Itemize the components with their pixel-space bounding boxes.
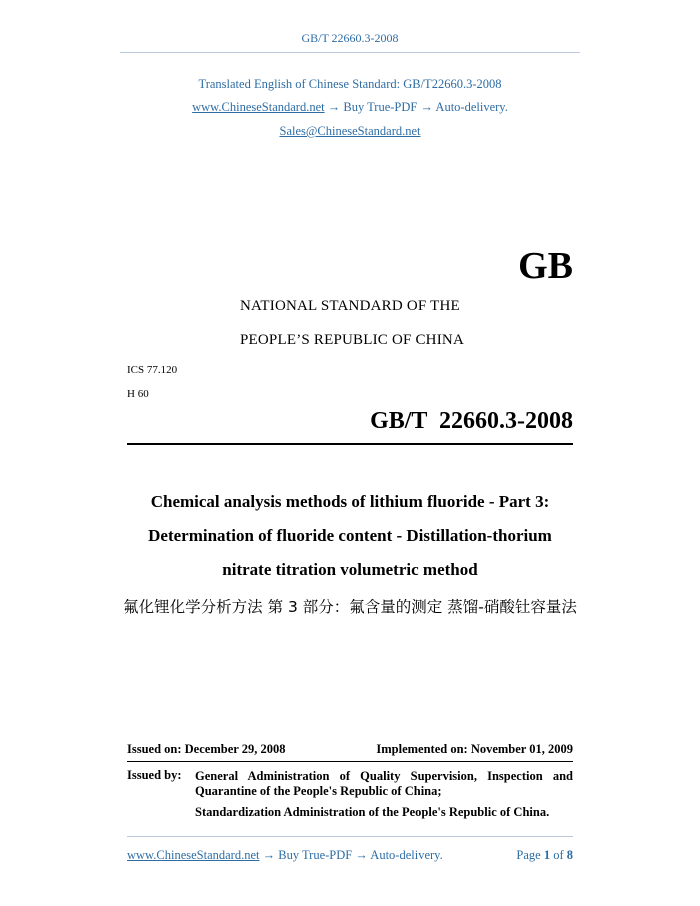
document-title-line-2: Determination of fluoride content - Distillation-thorium: [148, 526, 552, 545]
footer-divider: [127, 836, 573, 837]
purchase-line: [0, 100, 700, 115]
translation-notice: Translated English of Chinese Standard: GB/T22660.3-2008: [198, 77, 502, 91]
ics-code: ICS 77.120: [127, 364, 178, 376]
issuer-line-2: Quarantine of the People's Republic of China;: [195, 784, 442, 798]
page-current: 1: [543, 848, 551, 862]
footer-purchase-line: [127, 848, 443, 863]
running-header: GB/T 22660.3-2008: [301, 31, 399, 45]
gb-logo: GB: [518, 245, 573, 287]
issued-on-date: Issued on: December 29, 2008: [127, 742, 286, 756]
email-link[interactable]: Sales@ChineseStandard.net: [279, 124, 421, 138]
page-indicator: [516, 848, 573, 863]
national-standard-heading-2: PEOPLE’S REPUBLIC OF CHINA: [240, 332, 464, 348]
national-standard-heading-1: NATIONAL STANDARD OF THE: [240, 298, 460, 314]
issued-by-label: Issued by:: [127, 768, 182, 782]
document-title-line-3: nitrate titration volumetric method: [222, 560, 478, 579]
title-divider: [127, 443, 573, 445]
header-divider: [120, 52, 580, 53]
footer-site-link[interactable]: www.ChineseStandard.net: [127, 848, 260, 862]
footer-purchase-text: → Buy True-PDF → Auto-delivery.: [259, 848, 443, 862]
document-title-line-1: Chemical analysis methods of lithium fluoride - Part 3:: [150, 492, 550, 511]
document-title-chinese: 氟化锂化学分析方法 第 3 部分：氟含量的测定 蒸馏-硝酸钍容量法: [123, 598, 577, 616]
standard-number: GB/T 22660.3-2008: [370, 408, 573, 434]
page-of: of: [553, 848, 564, 862]
issuer-line-1: General Administration of Quality Supervision, Inspection and: [195, 769, 573, 783]
site-link[interactable]: www.ChineseStandard.net: [192, 100, 325, 114]
issuer-line-3: Standardization Administration of the People's Republic of China.: [195, 805, 550, 819]
email-line: [0, 124, 700, 139]
page-total: 8: [566, 848, 573, 862]
page-label: Page: [516, 848, 541, 862]
issue-divider: [127, 761, 573, 762]
purchase-text: → Buy True-PDF → Auto-delivery.: [324, 100, 508, 114]
classification-code: H 60: [127, 388, 149, 400]
implemented-on-date: Implemented on: November 01, 2009: [376, 742, 573, 756]
